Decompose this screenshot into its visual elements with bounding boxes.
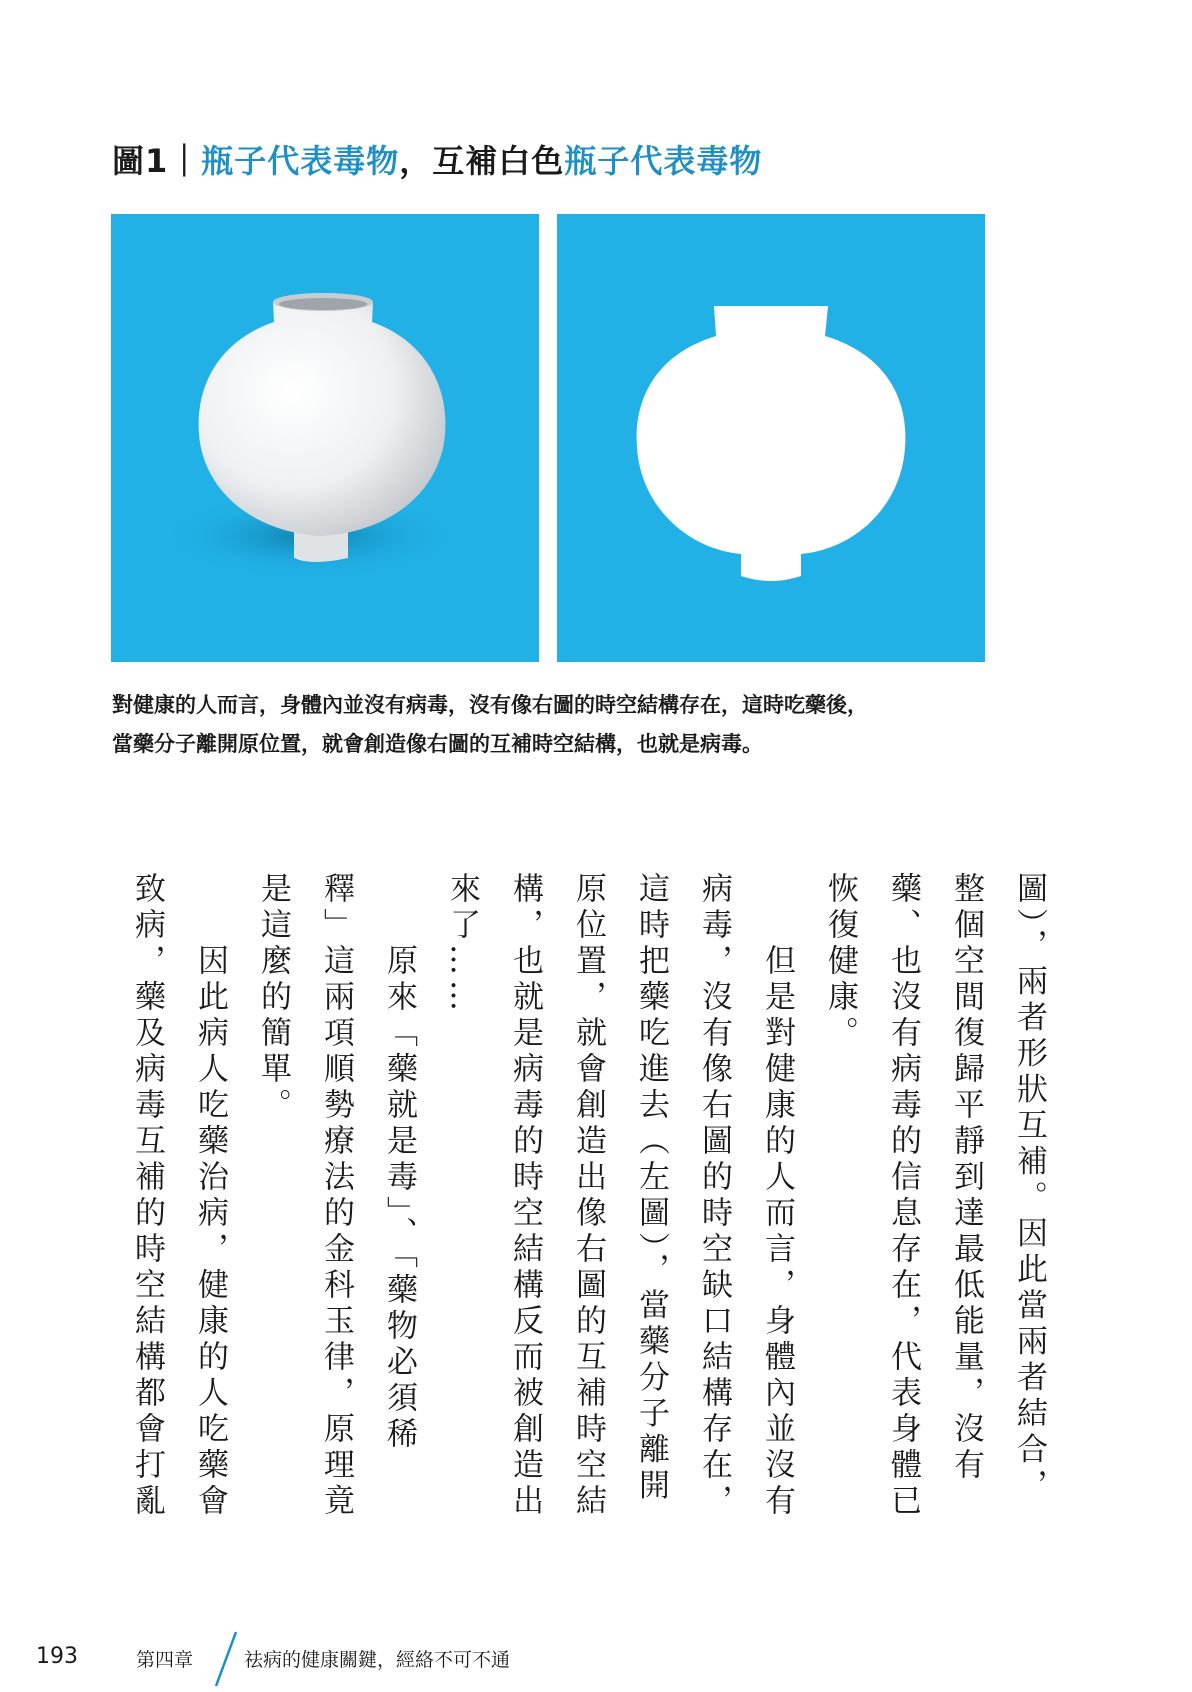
vase-silhouette-image: [557, 214, 985, 662]
footer-divider-slash: [210, 1630, 240, 1688]
body-column: 是這麼的簡單。: [255, 872, 291, 1124]
body-column: 釋」這兩項順勢療法的金科玉律，原理竟: [318, 872, 354, 1520]
chapter-label: 第四章: [136, 1649, 194, 1671]
chapter-title: 祛病的健康關鍵，經絡不可不通: [244, 1649, 511, 1671]
white-vase-image: [111, 214, 539, 662]
vertical-body-text: [120, 872, 1060, 1562]
body-column: 藥、也沒有病毒的信息存在，代表身體已: [885, 872, 921, 1520]
page-number: 193: [36, 1644, 78, 1669]
body-column: 恢復健康。: [822, 872, 858, 1052]
figure-title-highlight-1: 瓶子代表毒物: [201, 142, 400, 180]
body-column: 原來「藥就是毒」、「藥物必須稀: [381, 872, 417, 1453]
body-column: 構，也就是病毒的時空結構反而被創造出: [507, 872, 543, 1520]
body-column: 病毒，沒有像右圖的時空缺口結構存在，: [696, 872, 732, 1520]
caption-line-1: 對健康的人而言，身體內並沒有病毒，沒有像右圖的時空結構存在，這時吃藥後，: [112, 693, 868, 717]
left-vase-panel: [111, 214, 539, 662]
body-column: 致病，藥及病毒互補的時空結構都會打亂: [129, 872, 165, 1520]
body-column: 因此病人吃藥治病，健康的人吃藥會: [192, 872, 228, 1520]
caption-line-2: 當藥分子離開原位置，就會創造像右圖的互補時空結構，也就是病毒。: [112, 732, 763, 756]
body-column: 但是對健康的人而言，身體內並沒有: [759, 872, 795, 1520]
body-column: 圖），兩者形狀互補。因此當兩者結合，: [1011, 872, 1047, 1505]
figure-title-middle: ，互補白色: [399, 142, 565, 180]
figure-caption: [112, 686, 1012, 764]
figure-label: 圖1｜: [112, 142, 202, 180]
figure-title: [112, 136, 762, 182]
figure-title-highlight-2: 瓶子代表毒物: [564, 142, 763, 180]
body-column: 這時把藥吃進去（左圖），當藥分子離開: [633, 872, 669, 1505]
right-silhouette-panel: [557, 214, 985, 662]
body-column: 原位置，就會創造出像右圖的互補時空結: [570, 872, 606, 1520]
body-column: 來了……: [444, 872, 480, 1016]
body-column: 整個空間復歸平靜到達最低能量，沒有: [948, 872, 984, 1484]
